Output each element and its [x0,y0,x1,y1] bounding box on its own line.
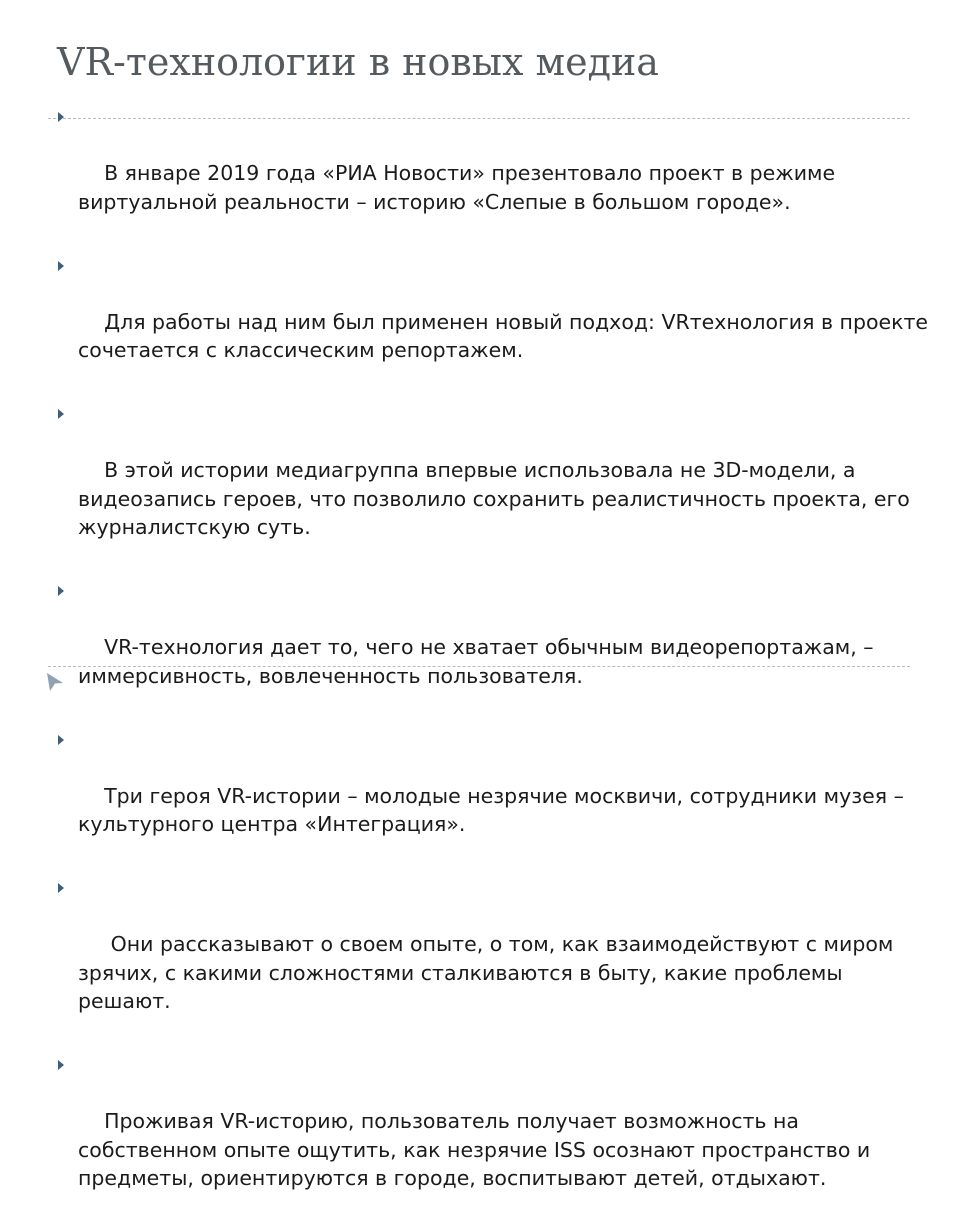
bullet-text: Три героя VR-истории – молодые незрячие москвичи, сотрудники музея – культурного центра «Интеграция». [78,783,911,836]
triangle-bullet-icon [58,883,64,893]
triangle-bullet-icon [58,261,64,271]
bullet-text: VR-технология дает то, чего не хватает обычным видеорепортажам, – иммерсивность, вовлеченность пользователя. [78,635,881,688]
bullet-item [56,1050,936,1221]
triangle-bullet-icon [58,1060,64,1070]
bullet-item [56,102,936,245]
bullet-item [56,576,936,719]
bullet-item [56,725,936,868]
triangle-bullet-icon [58,112,64,122]
bullet-text: Проживая VR-историю, пользователь получает возможность на собственном опыте ощутить, как незрячие ISS осознают пространство и предметы, ориентируются в городе, воспитывают детей, отдыхают. [78,1109,877,1190]
bullet-text: Они рассказывают о своем опыте, о том, как взаимодействуют с миром зрячих, с какими сложностями сталкиваются в быту, какие проблемы решают. [78,932,900,1013]
bullet-list [56,102,936,1227]
bullet-item [56,251,936,394]
bullet-item [56,873,936,1044]
bullet-text: В этой истории медиагруппа впервые использовала не 3D-модели, а видеозапись героев, что позволило сохранить реалистичность проекта, его журналистскую суть. [78,458,917,539]
slide-title: VR-технологии в новых медиа [57,40,659,84]
corner-arrow-icon [44,671,66,693]
triangle-bullet-icon [58,735,64,745]
triangle-bullet-icon [58,409,64,419]
footer-divider-line [48,666,910,667]
bullet-item [56,399,936,570]
bullet-text: Для работы над ним был применен новый подход: VRтехнология в проекте сочетается с классическим репортажем. [78,309,935,362]
triangle-bullet-icon [58,586,64,596]
bullet-text: В январе 2019 года «РИА Новости» презентовало проект в режиме виртуальной реальности – историю «Слепые в большом городе». [78,161,842,214]
